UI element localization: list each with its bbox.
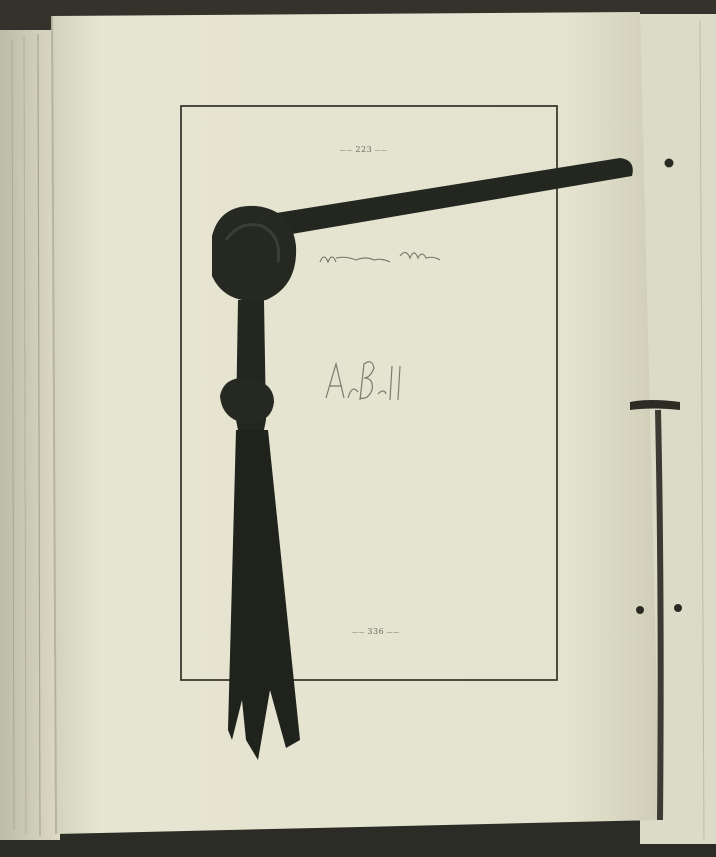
binding-hole-icon bbox=[665, 159, 674, 168]
top-page-number: —— 223 —— bbox=[340, 145, 388, 154]
binding-hole-icon bbox=[636, 606, 644, 614]
bottom-page-number: —— 336 —— bbox=[352, 627, 400, 636]
wax-seal-icon bbox=[212, 206, 296, 301]
main-page bbox=[52, 12, 660, 834]
binding-cord-strand bbox=[658, 410, 661, 820]
left-page-stack bbox=[0, 30, 60, 840]
binding-hole-icon bbox=[674, 604, 682, 612]
binding-cord bbox=[630, 400, 680, 410]
